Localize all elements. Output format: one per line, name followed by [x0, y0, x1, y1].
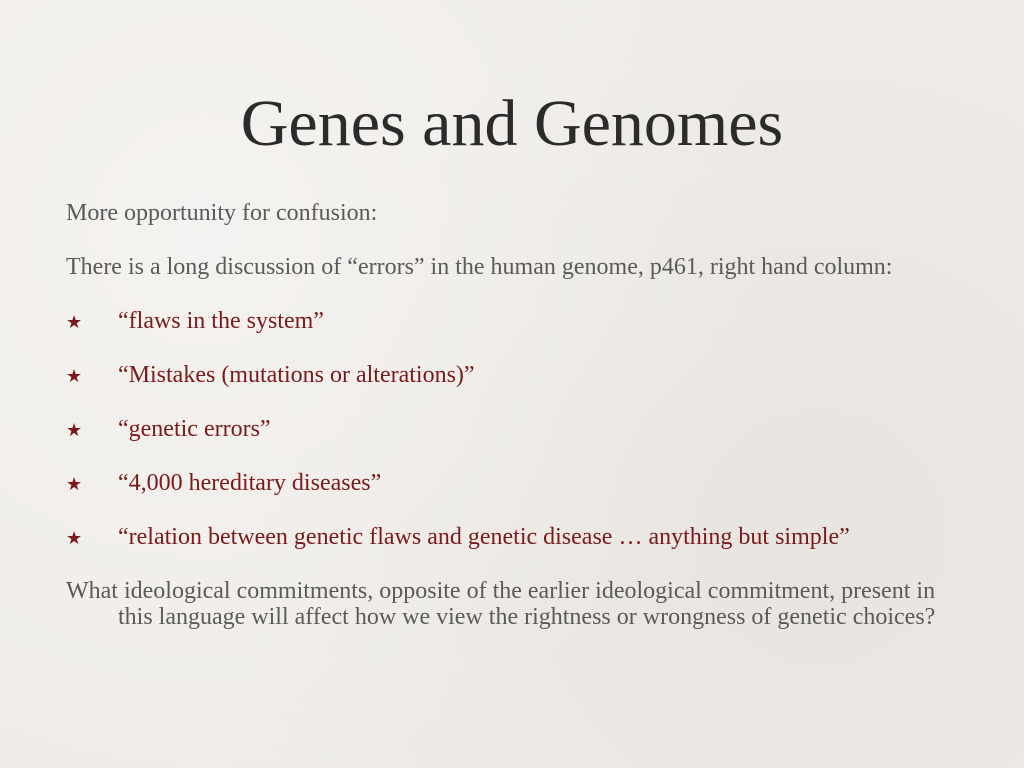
star-icon: ★: [66, 366, 83, 387]
bullet-text: “4,000 hereditary diseases”: [118, 470, 382, 496]
bullet-item: [66, 362, 946, 388]
bullet-text: “relation between genetic flaws and genetic disease … anything but simple”: [118, 524, 850, 550]
intro-text: More opportunity for confusion:: [66, 200, 378, 226]
bullet-text: “flaws in the system”: [118, 308, 324, 334]
star-icon: ★: [66, 528, 83, 549]
bullet-text: “genetic errors”: [118, 416, 271, 442]
bullet-item: [66, 416, 946, 442]
star-icon: ★: [66, 312, 83, 333]
discussion-text: There is a long discussion of “errors” in the human genome, p461, right hand column:: [66, 254, 893, 280]
star-icon: ★: [66, 474, 83, 495]
bullet-item: [66, 470, 946, 496]
slide-title: Genes and Genomes: [240, 87, 784, 160]
bullet-item: [66, 308, 946, 334]
question-text: What ideological commitments, opposite of the earlier ideological commitment, present in this language will affect how we view the rightness or wrongness of genetic choices?: [66, 578, 936, 630]
bullet-item: [66, 524, 946, 550]
slide-body: [66, 200, 946, 658]
bullet-text: “Mistakes (mutations or alterations)”: [118, 362, 475, 388]
star-icon: ★: [66, 420, 83, 441]
